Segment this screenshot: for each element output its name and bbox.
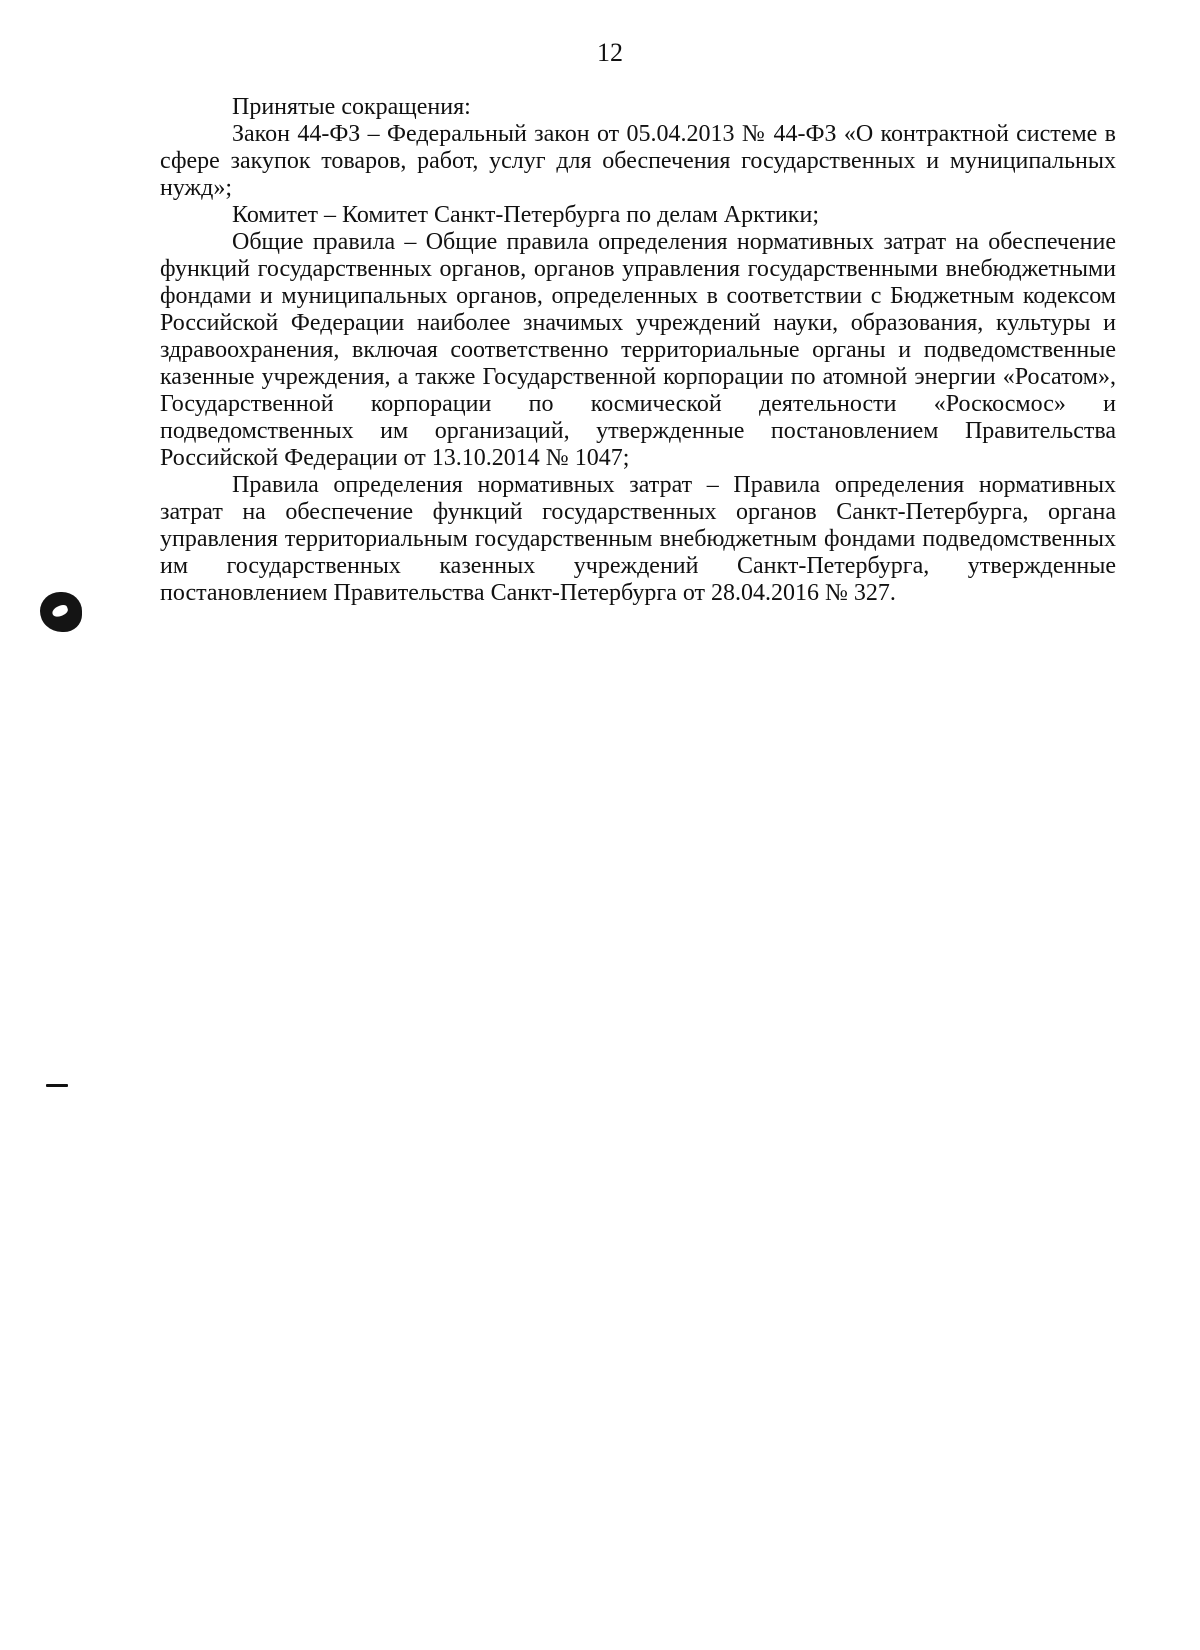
definition-committee: Комитет – Комитет Санкт-Петербурга по делам Арктики;	[232, 202, 819, 228]
definition-cost-rules: Правила определения нормативных затрат – Правила определения нормативных затрат на обеспечение функций государственных органов Санкт-Петербурга, органа управления территориальным государственным внебюджетным фондами подведомственных им государственных казенных учреждений Санкт-Петербурга, утвержденные постановлением Правительства Санкт-Петербурга от 28.04.2016 № 327.	[160, 472, 1116, 606]
abbreviations-heading: Принятые сокращения:	[232, 94, 471, 120]
definition-general-rules: Общие правила – Общие правила определения нормативных затрат на обеспечение функций государственных органов, органов управления государственными внебюджетными фондами и муниципальных органов, определенных в соответствии с Бюджетным кодексом Российской Федерации наиболее значимых учреждений науки, образования, культуры и здравоохранения, включая соответственно территориальные органы и подведомственные казенные учреждения, а также Государственной корпорации по атомной энергии «Росатом», Государственной корпорации по космической деятельности «Роскосмос» и подведомственных им организаций, утвержденные постановлением Правительства Российской Федерации от 13.10.2014 № 1047;	[160, 229, 1116, 471]
scan-dash-mark	[46, 1084, 68, 1087]
scan-blot-highlight	[51, 604, 69, 619]
definition-law-44fz: Закон 44-ФЗ – Федеральный закон от 05.04.2013 № 44-ФЗ «О контрактной системе в сфере закупок товаров, работ, услуг для обеспечения государственных и муниципальных нужд»;	[160, 121, 1116, 201]
document-body	[160, 94, 1116, 607]
scan-blot-mark	[40, 592, 82, 632]
page-number: 12	[597, 38, 623, 67]
